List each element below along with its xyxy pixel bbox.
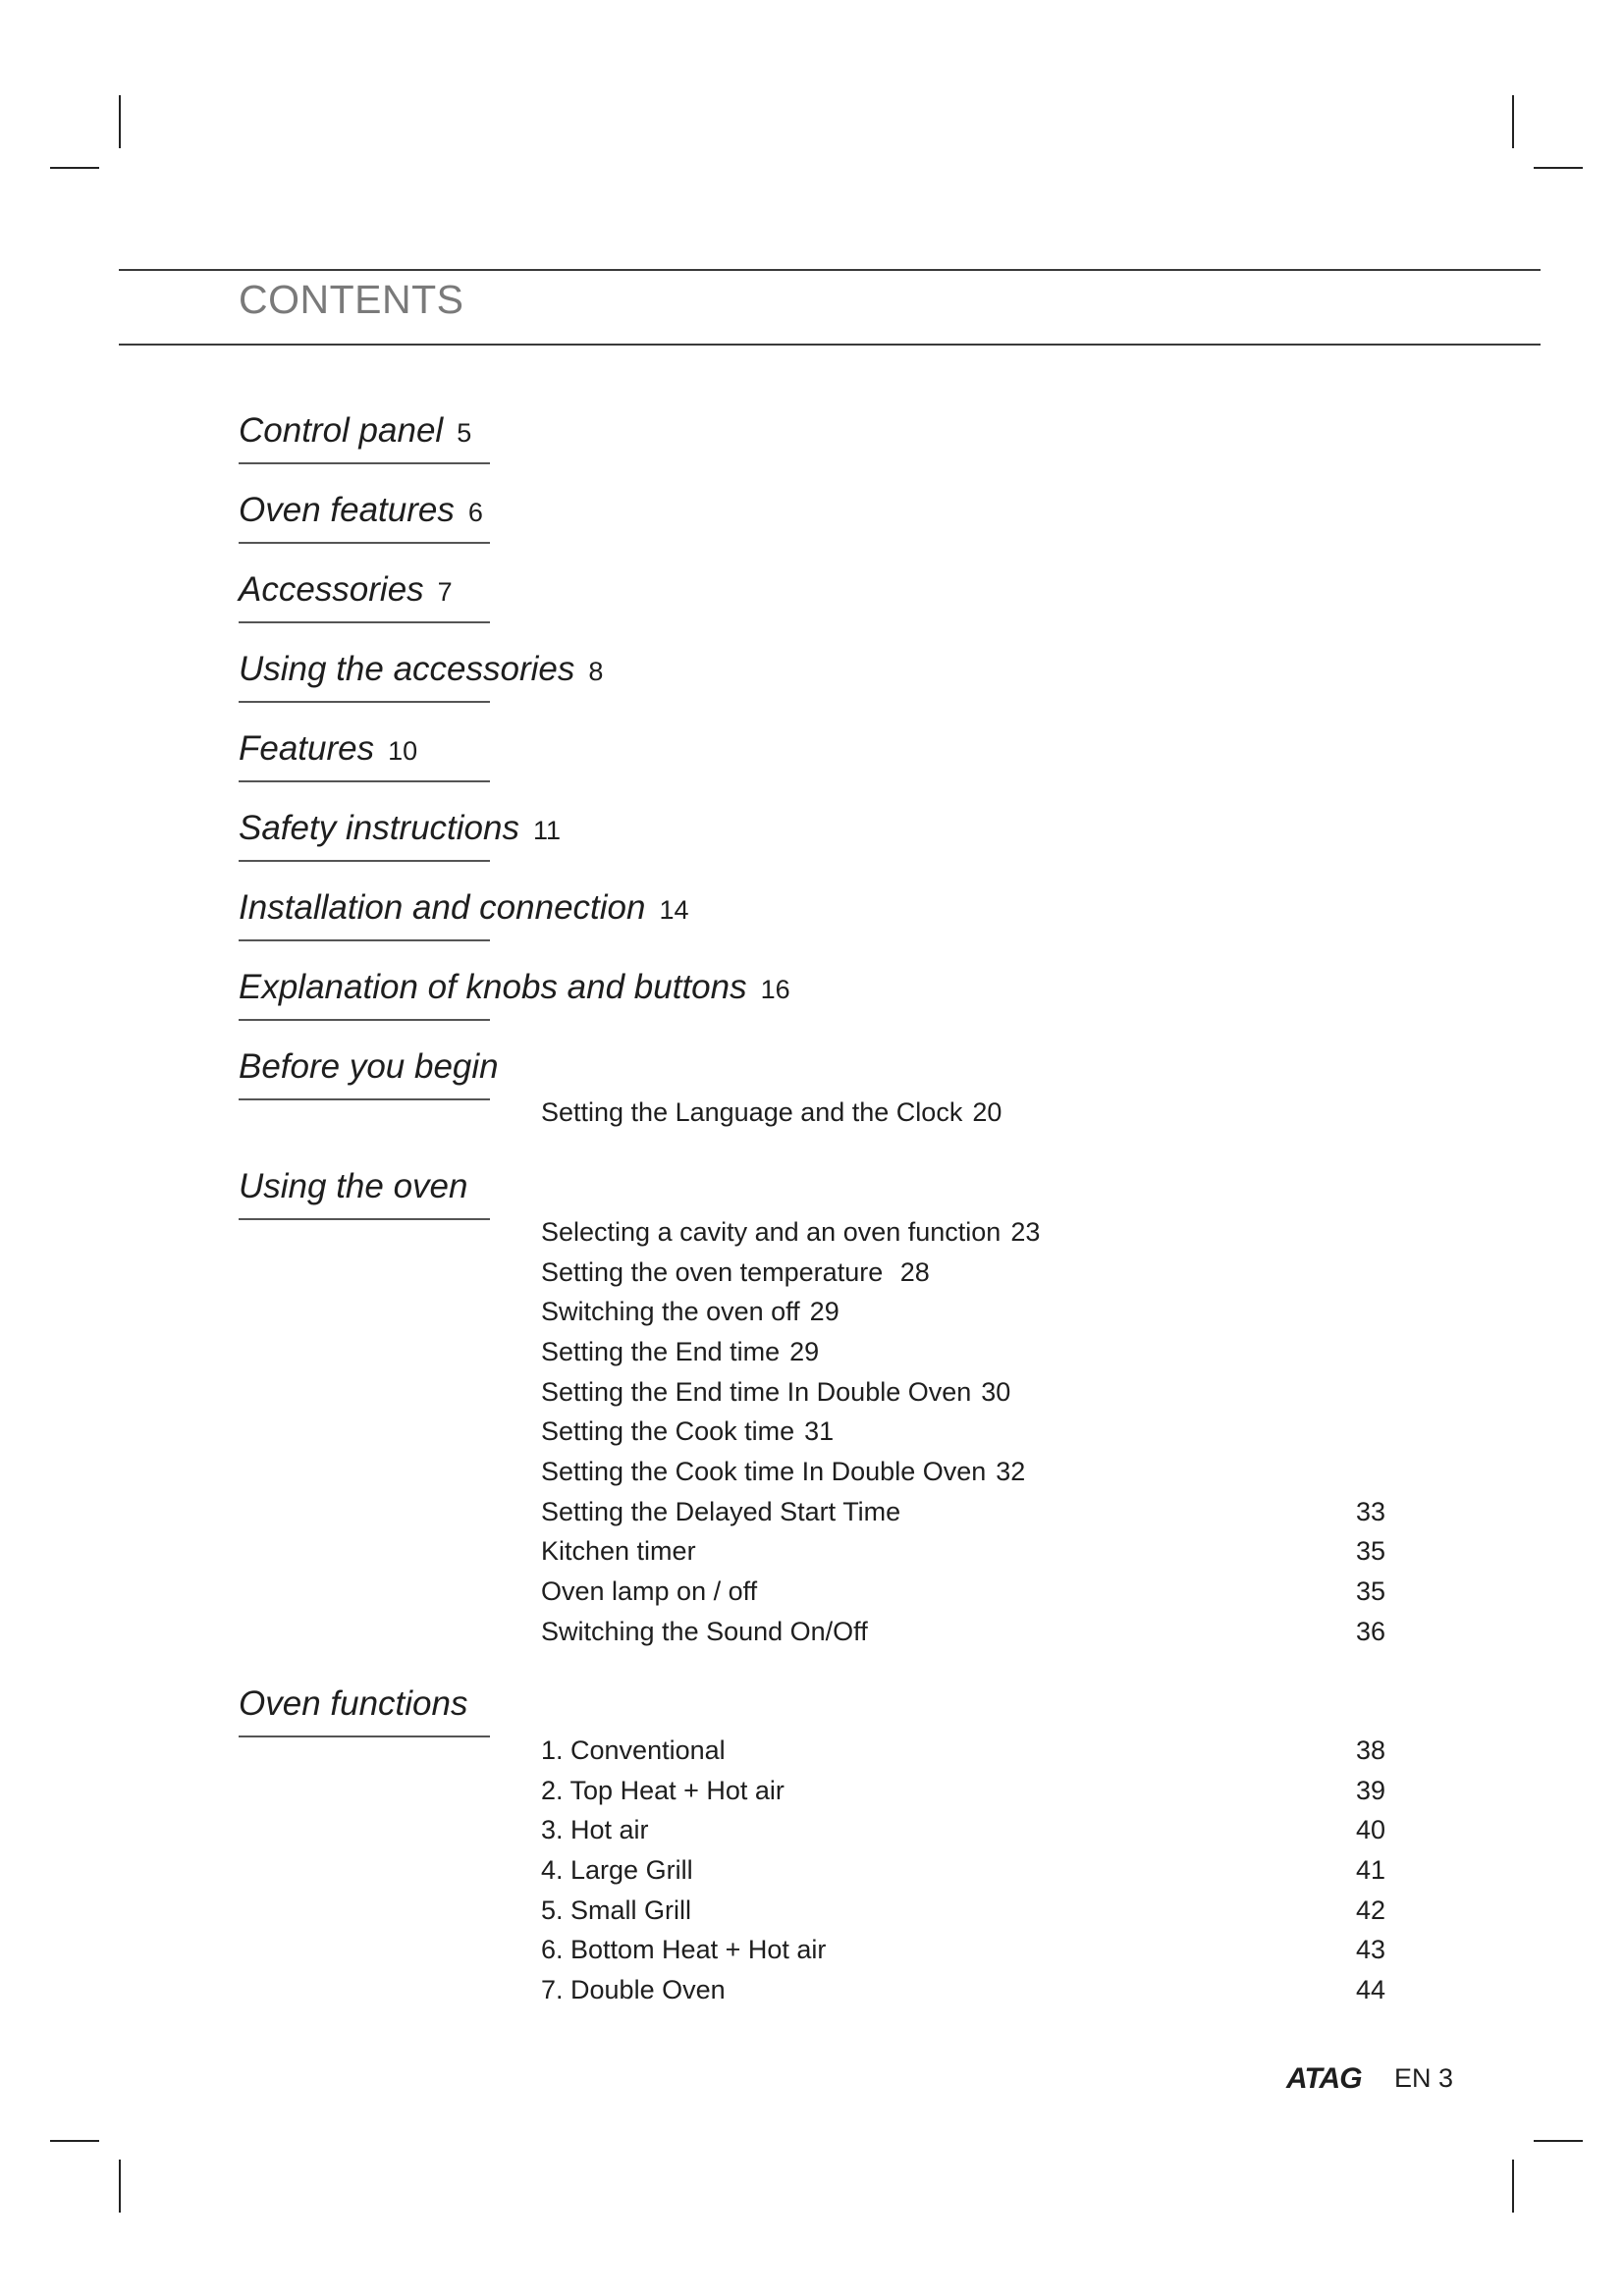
entry-label: Setting the Cook time In Double Oven	[541, 1457, 987, 1486]
crop-mark	[119, 2160, 121, 2213]
toc-entry[interactable]	[541, 1217, 1040, 1248]
section-title: Using the oven	[239, 1167, 468, 1205]
entry-page: 39	[1355, 1776, 1385, 1805]
entry-label: 5. Small Grill	[541, 1896, 692, 1925]
section-page: 14	[659, 895, 689, 925]
entry-label: Oven lamp on / off	[541, 1576, 758, 1606]
section-title: Control panel	[239, 411, 444, 450]
section-underline	[239, 780, 490, 782]
section-installation-and-connection[interactable]	[239, 888, 689, 928]
entry-page: 29	[789, 1337, 820, 1366]
entry-label: Selecting a cavity and an oven function	[541, 1217, 1001, 1247]
toc-entry[interactable]	[541, 1257, 930, 1288]
toc-entry[interactable]	[541, 1377, 1010, 1408]
section-title: Using the accessories	[239, 650, 575, 688]
entry-page: 38	[1355, 1735, 1385, 1765]
toc-entry[interactable]	[541, 1815, 649, 1845]
brand-logo: ATAG	[1286, 2062, 1362, 2095]
toc-entry[interactable]	[541, 1896, 691, 1926]
section-oven-features[interactable]	[239, 491, 483, 530]
toc-entry[interactable]	[541, 1416, 834, 1447]
entry-label: Switching the oven off	[541, 1297, 800, 1326]
entry-page: 36	[1355, 1617, 1385, 1646]
section-title: Accessories	[239, 570, 424, 609]
entry-page: 41	[1355, 1855, 1385, 1885]
entry-label: Setting the Language and the Clock	[541, 1097, 963, 1127]
crop-mark	[1512, 95, 1514, 148]
section-before-you-begin[interactable]	[239, 1047, 499, 1087]
toc-entry[interactable]	[541, 1297, 839, 1327]
section-control-panel[interactable]	[239, 411, 471, 451]
toc-entry[interactable]	[541, 1935, 826, 1965]
toc-entry[interactable]	[541, 1497, 900, 1527]
header-rule-bottom	[119, 344, 1541, 346]
entry-label: Setting the Delayed Start Time	[541, 1497, 901, 1526]
section-title: Oven features	[239, 491, 455, 529]
section-underline	[239, 939, 490, 941]
toc-entry[interactable]	[541, 1735, 726, 1766]
section-underline	[239, 542, 490, 544]
entry-label: Setting the Cook time	[541, 1416, 795, 1446]
section-page: 10	[388, 736, 418, 766]
crop-mark	[119, 95, 121, 148]
entry-label: 7. Double Oven	[541, 1975, 726, 2004]
section-using-the-oven[interactable]	[239, 1167, 467, 1206]
section-page: 5	[457, 418, 472, 448]
toc-entry[interactable]	[541, 1097, 1001, 1128]
entry-page: 30	[981, 1377, 1011, 1407]
section-underline	[239, 1019, 490, 1021]
toc-entry[interactable]	[541, 1536, 696, 1567]
section-underline	[239, 1218, 490, 1220]
entry-page: 35	[1355, 1576, 1385, 1606]
entry-page: 31	[804, 1416, 835, 1446]
section-underline	[239, 462, 490, 464]
entry-page: 44	[1355, 1975, 1385, 2004]
entry-label: Switching the Sound On/Off	[541, 1617, 868, 1646]
entry-page: 23	[1010, 1217, 1041, 1247]
crop-mark	[1534, 2140, 1583, 2142]
section-title: Before you begin	[239, 1047, 499, 1086]
section-page: 16	[760, 975, 790, 1004]
section-underline	[239, 621, 490, 623]
entry-page: 29	[809, 1297, 839, 1326]
entry-label: Setting the oven temperature	[541, 1257, 891, 1287]
section-oven-functions[interactable]	[239, 1684, 467, 1724]
section-page: 6	[467, 498, 483, 527]
toc-entry[interactable]	[541, 1457, 1025, 1487]
section-underline	[239, 701, 490, 703]
section-title: Oven functions	[239, 1684, 468, 1723]
entry-label: Kitchen timer	[541, 1536, 696, 1566]
section-safety-instructions[interactable]	[239, 809, 561, 848]
entry-label: 4. Large Grill	[541, 1855, 693, 1885]
section-title: Features	[239, 729, 375, 768]
entry-page: 28	[899, 1257, 930, 1287]
toc-entry[interactable]	[541, 1855, 693, 1886]
entry-page: 40	[1355, 1815, 1385, 1844]
entry-page: 32	[996, 1457, 1026, 1486]
crop-mark	[50, 167, 99, 169]
section-underline	[239, 860, 490, 862]
toc-entry[interactable]	[541, 1617, 868, 1647]
section-title: Explanation of knobs and buttons	[239, 968, 747, 1006]
section-underline	[239, 1098, 490, 1100]
section-using-the-accessories[interactable]	[239, 650, 603, 689]
toc-entry[interactable]	[541, 1576, 757, 1607]
toc-entry[interactable]	[541, 1776, 785, 1806]
section-features[interactable]	[239, 729, 417, 769]
page-title: CONTENTS	[239, 277, 464, 322]
section-title: Safety instructions	[239, 809, 519, 847]
entry-page: 42	[1355, 1896, 1385, 1925]
section-accessories[interactable]	[239, 570, 453, 610]
section-page: 7	[437, 577, 453, 607]
entry-label: 1. Conventional	[541, 1735, 726, 1765]
section-explanation-of-knobs-and-buttons[interactable]	[239, 968, 790, 1007]
entry-label: Setting the End time In Double Oven	[541, 1377, 972, 1407]
crop-mark	[50, 2140, 99, 2142]
entry-page: 35	[1355, 1536, 1385, 1566]
toc-entry[interactable]	[541, 1337, 819, 1367]
entry-label: 6. Bottom Heat + Hot air	[541, 1935, 827, 1964]
crop-mark	[1534, 167, 1583, 169]
section-title: Installation and connection	[239, 888, 646, 927]
header-rule-top	[119, 269, 1541, 271]
entry-label: Setting the End time	[541, 1337, 781, 1366]
entry-label: 3. Hot air	[541, 1815, 649, 1844]
entry-page: 20	[972, 1097, 1002, 1127]
entry-label: 2. Top Heat + Hot air	[541, 1776, 785, 1805]
section-underline	[239, 1735, 490, 1737]
section-page: 11	[532, 816, 561, 845]
entry-page: 33	[1355, 1497, 1385, 1526]
section-page: 8	[588, 657, 604, 686]
page-number: EN 3	[1394, 2063, 1454, 2093]
toc-entry[interactable]	[541, 1975, 726, 2005]
entry-page: 43	[1355, 1935, 1385, 1964]
crop-mark	[1512, 2160, 1514, 2213]
